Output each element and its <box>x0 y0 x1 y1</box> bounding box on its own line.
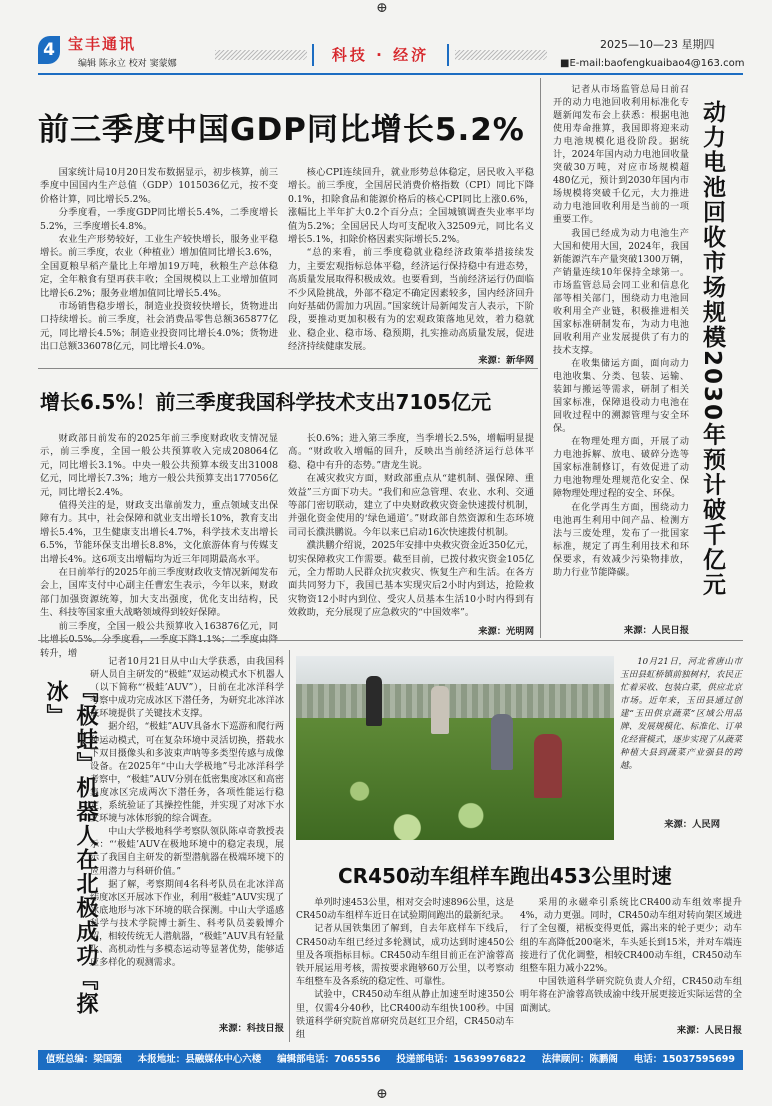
paragraph: 核心CPI连续回升，就业形势总体稳定，居民收入平稳增长。前三季度，全国居民消费价格指数（CPI）同比下降0.1%，扣除食品和能源价格后的核心CPI同比上涨0.6%，涨幅比上半年扩大0.2个百分点；全国城镇调查失业率平均值为5.2%；全国居民人均可支配收入32509元，同比名义增长5.1%，扣除价格因素实际增长5.2%。 <box>288 167 534 246</box>
paragraph: 国家统计局10月20日发布数据显示，初步核算，前三季度中国国内生产总值（GDP）1015036亿元，按不变价格计算，同比增长5.2%。 <box>40 167 278 205</box>
paragraph: 前三季度，全国一般公共预算收入163876亿元，同 转升，增 <box>40 620 278 659</box>
paragraph: 市场销售稳步增长，制造业投资较快增长，货物进出口持续增长。前三季度，社会消费品零售总额365877亿元，同比增长4.5%；制造业投资同比增长4.0%；货物进出口总额336078亿元，同比增长4.0%。 <box>40 301 278 353</box>
paragraph: 试验中，CR450动车组从静止加速至时速350公里，仅需4分40秒，比CR400动车组快100秒。中国铁道科学研究院首席研究员赵红卫介绍，CR450动车组 <box>296 990 514 1041</box>
gdp-source: 来源：新华网 <box>478 355 534 366</box>
paragraph: “总的来看，前三季度稳就业稳经济政策举措接续发力，主要宏观指标总体平稳，经济运行保持稳中有进态势，高质量发展取得积极成效。也要看到，当前经济运行仍面临不少风险挑战，外部不稳定不确定因素较多，国内经济回升向好基础仍需加力巩固。”国家统计局新闻发言人表示，下阶段，要推动更加积极有为的宏观政策落地见效，着力稳就业、稳企业、稳市场、稳预期，扎实推动高质量发展，促进经济持续健康发展。 <box>288 247 534 353</box>
frog-source: 来源：科技日报 <box>218 1023 284 1034</box>
cabbage-harvest-photo <box>296 656 614 840</box>
train-headline: CR450动车组样车跑出453公里时速 <box>338 864 672 888</box>
paragraph: 记者从市场监管总局日前召开的动力电池回收利用标准化专题新闻发布会上获悉：根据电池使用寿命推算，我国即将迎来动力电池规模化退役阶段。据统计，2024年国内动力电池回收量突破30万吨，对应市场规模超480亿元，预计到2030年国内市场规模将突破千亿元，大力推进动力电池回收利用是当前的一项重要工作。 <box>553 85 689 226</box>
science-headline: 增长6.5%！前三季度我国科学技术支出7105亿元 <box>40 390 492 414</box>
photo-field <box>296 718 614 840</box>
battery-body <box>553 84 689 580</box>
paragraph: 在收集储运方面，面向动力电池收集、分类、包装、运输、装卸与搬运等需求，研制了相关国家标准，保障退役动力电池在回收过程中的溯源管理与安全环保。 <box>553 358 689 435</box>
paragraph: 财政部日前发布的2025年前三季度财政收支情况显示，前三季度，全国一般公共预算收入完成208064亿元，同比增长3.1%。中央一般公共预算本级支出31008亿元，同比增长7.3%；地方一般公共预算支出177056亿元，同比增长2.4%。 <box>40 433 278 498</box>
photo-source: 来源：人民网 <box>664 819 720 830</box>
gdp-col1 <box>40 166 278 354</box>
footer-item: 本报地址：县融媒体中心六楼 <box>137 1054 262 1065</box>
gdp-headline: 前三季度中国GDP同比增长5.2% <box>38 112 525 148</box>
farmer-figure <box>491 714 513 770</box>
column-divider <box>540 78 541 638</box>
photo-trees <box>296 684 614 718</box>
paragraph: 在减灾救灾方面，财政部重点从“建机制、强保障、重效益”三方面下功夫。“我们和应急管理、农业、水利、交通等部门密切联动，建立了中央财政救灾资金快速拨付机制，并强化资金使用的‘绿色通道’。”财政部自然资源和生态环境司司长濮洪鹏说。今年以来已启动16次快速拨付机制。 <box>288 473 534 538</box>
paragraph: 值得关注的是，财政支出靠前发力，重点领域支出保障有力。其中，社会保障和就业支出增长10%，教育支出增长5.4%，卫生健康支出增长4.7%，科学技术支出增长6.5%，节能环保支出增长8.8%，文化旅游体育与传媒支出增长4%。这6项支出增幅均为近三年同期最高水平。 <box>40 500 278 565</box>
paper-name: 宝丰通讯 <box>68 35 137 53</box>
paragraph: 记者从国铁集团了解到，自去年底样车下线后，CR450动车组已经过多轮测试，成功达到时速450公里及各项指标目标。CR450动车组目前正在沪渝蓉高铁开展运用考核，需按要求跑够60万公里，以考察动车组整车及各系统的稳定性、可靠性。 <box>296 924 514 988</box>
section-title: 科技 · 经济 <box>312 44 449 66</box>
header-rule <box>38 73 743 75</box>
science-source: 来源：光明网 <box>478 626 534 637</box>
staff-credits: 编辑 陈永立 校对 窦蒙娜 <box>78 59 177 69</box>
paragraph: 在日前举行的2025年前三季度财政收支情况新闻发布会上，国库支付中心副主任曹宏生表示，今年以来，财政部门加强资源统筹，加大支出强度，优化支出结构，民生、科技等国家重大战略领域得到较好保障。 <box>40 567 278 619</box>
farmer-figure <box>534 734 562 798</box>
section-hatch-right <box>455 50 547 60</box>
email: ■E-mail:baofengkuaibao4@163.com <box>560 58 745 69</box>
section-hatch-left <box>215 50 307 60</box>
train-source: 来源：人民日报 <box>676 1025 742 1036</box>
train-col1 <box>296 897 514 1042</box>
footer-item: 电话：15037595699 <box>633 1054 735 1065</box>
paragraph: 长0.6%；进入第三季度，当季增长2.5%，增幅明显提高。“财政收入增幅的回升，反映出当前经济运行总体平稳、稳中有升的态势。”唐龙生说。 <box>288 433 534 471</box>
train-col2 <box>520 897 742 1016</box>
registration-mark-top: ⊕ <box>376 0 388 16</box>
paragraph: 在化学再生方面，围绕动力电池再生利用中间产品、检测方法与三废处理，发布了一批国家标准，规定了再生利用技术和环保要求，有效减少污染物排放，助力行业节能降碳。 <box>553 502 689 578</box>
battery-headline: 动力电池回收市场规模2030年预计破千亿元 <box>699 100 725 598</box>
paragraph: 濮洪鹏介绍说，2025年安排中央救灾资金近350亿元，切实保障救灾工作需要。截至目前，已拨付救灾资金105亿元，全力帮助人民群众抗灾救灾、恢复生产和生活。在各方面共同努力下，我国已基本实现灾后2小时内到达，抢险救灾物资12小时内到位、受灾人员基本生活10小时内得到有效救助，充分展现了应急救灾的“中国效率”。 <box>288 540 534 619</box>
registration-mark-bottom: ⊕ <box>376 1086 388 1102</box>
footer-item: 值班总编：梁国强 <box>45 1054 122 1065</box>
footer-item: 编辑部电话：7065556 <box>277 1054 381 1065</box>
paragraph: 记者10月21日从中山大学获悉，由我国科研人员自主研发的“极蛙”双运动模式水下机器人（以下简称“‘极蛙’AUV”），日前在北冰洋科学考察中成功完成冰区下潜任务，为研究北冰洋冰底环境提供了关键技术支撑。 <box>90 657 284 720</box>
paragraph: 农业生产形势较好，工业生产较快增长，服务业平稳增长。前三季度，农业（种植业）增加值同比增长3.6%，全国夏粮早稻产量比上年增加19万吨，秋粮生产总体稳定，全年粮食有望再获丰收；全国规模以上工业增加值同比增长6.2%；服务业增加值同比增长5.4%。 <box>40 234 278 299</box>
paragraph: 中国铁道科学研究院负责人介绍，CR450动车组明年将在沪渝蓉高铁成渝中线开展更接近实际运营的全面测试。 <box>520 977 742 1014</box>
farmer-figure <box>366 676 382 726</box>
footer-item: 法律顾问：陈鹏阁 <box>541 1054 618 1065</box>
divider <box>38 368 538 369</box>
paragraph: 据介绍，“极蛙”AUV具备水下巡游和爬行两种运动模式，可在复杂环境中灵活切换，搭载水下双目摄像头和多波束声呐等多类型传感与成像设备。在2025年“中山大学极地”号北冰洋科学考察中，“极蛙”AUV分别在低密集度冰区和高密集度冰区完成两次下潜任务，各项性能运行稳定，系统验证了其操控性能，并实现了对冰下水文环境与冰体形貌的综合调查。 <box>90 722 284 825</box>
science-col2 <box>288 432 534 620</box>
paragraph: 中山大学极地科学考察队领队陈卓奇教授表示：“‘极蛙’AUV在极地环境中的稳定表现，展示了我国自主研发的新型潜航器在极端环境下的应用潜力与科研价值。” <box>90 827 284 877</box>
battery-source: 来源：人民日报 <box>623 625 689 636</box>
paragraph: 单列时速453公里，相对交会时速896公里，这是CR450动车组样车近日在试验期间跑出的最新纪录。 <box>296 898 514 922</box>
paragraph: 分季度看，一季度GDP同比增长5.4%，二季度增长5.2%，三季度增长4.8%。 <box>40 207 278 232</box>
paragraph: 我国已经成为动力电池生产大国和使用大国，2024年，我国新能源汽车产量突破1300万辆，产销量连续10年保持全球第一。市场监管总局会同工业和信息化部等相关部门，围绕动力电池回收利用全产业链，积极推进相关国家标准研制发布，为动力电池回收利用产业发展提供了有力的技术支撑。 <box>553 228 689 356</box>
paragraph: 据了解，考察期间4名科考队员在北冰洋高纬度冰区开展冰下作业，利用“极蛙”AUV实现了冰底地形与冰下环境的联合探测。中山大学遥感科学与技术学院博士新生、科考队员姜毅博介绍，相较传统无人潜航器，“极蛙”AUV具有轻量化、高机动性与多模态运动等显著优势，能够适应多样化的观测需求。 <box>90 879 284 969</box>
footer-bar <box>38 1050 743 1070</box>
frog-body <box>90 656 284 970</box>
paragraph: 在物理处理方面，开展了动力电池拆解、放电、破碎分选等国家标准制修订，有效促进了动力电池物理处理规范化安全、保障物理处理过程的安全、环保。 <box>553 437 689 500</box>
footer-item: 投递部电话：15639976822 <box>396 1054 527 1065</box>
science-col1 <box>40 432 278 660</box>
divider <box>38 640 743 641</box>
page-number: 4 <box>38 36 60 64</box>
gdp-col2 <box>288 166 534 354</box>
frog-headline: 『极蛙』机器人在北极成功『探冰』 <box>43 680 98 1016</box>
photo-caption: 10月21日，河北省唐山市玉田县虹桥镇前独树村，农民正忙着采收、包装白菜，供应北京市场。近年来，玉田县通过创建“玉田供京蔬菜”区域公用品牌、发展规模化、标准化、订单化经营模式，逐步实现了从蔬菜种植大县到蔬菜产业强县的跨越。 <box>620 657 742 771</box>
issue-date: 2025—10—23 星期四 <box>600 38 715 51</box>
column-divider <box>289 650 290 1042</box>
paragraph: 采用的永磁牵引系统比CR400动车组效率提升4%，动力更强。同时，CR450动车组对转向架区域进行了全包覆，裙板变得更低，露出来的轮子更少；动车组的车高降低200毫米，车头延长到15米，并对车端连接进行了优化调整，相较CR400动车组，CR450动车组整车阻力减小22%。 <box>520 898 742 975</box>
farmer-figure <box>431 686 449 734</box>
